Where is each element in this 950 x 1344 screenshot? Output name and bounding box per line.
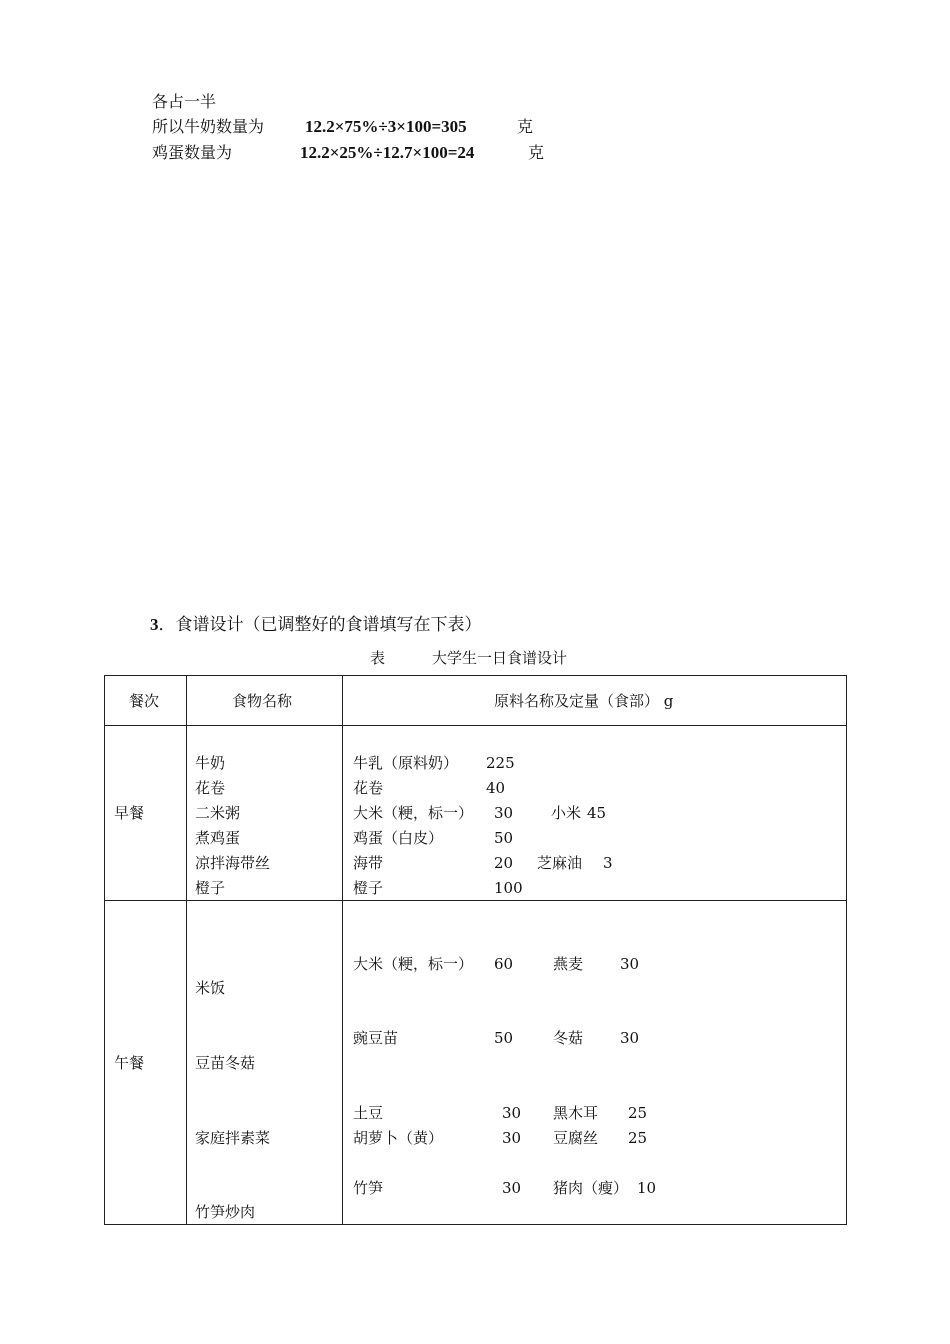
ingredient-qty-2: 3: [603, 854, 613, 872]
ingredient-name: 竹笋: [353, 1179, 384, 1197]
ingredient-qty-2: 10: [637, 1179, 657, 1197]
section-title: ．食谱设计（已调整好的食谱填写在下表）: [158, 615, 482, 635]
ingredient-qty: 30: [502, 1104, 522, 1122]
calc-label-milk: 所以牛奶数量为: [152, 117, 265, 136]
ingredient-qty-2: 45: [587, 804, 607, 822]
calc-line-1: 各占一半: [152, 92, 217, 111]
food-item: 牛奶: [195, 754, 226, 772]
food-item: 凉拌海带丝: [195, 854, 271, 872]
calc-formula-milk: 12.2×75%÷3×100=305: [305, 117, 467, 136]
ingredient-qty: 60: [494, 955, 514, 973]
food-item: 二米粥: [195, 804, 241, 822]
ingredient-qty: 20: [494, 854, 514, 872]
table-border-top: [104, 675, 847, 676]
ingredient-qty-2: 25: [628, 1129, 648, 1147]
ingredient-qty-2: 30: [620, 1029, 640, 1047]
table-border-left: [104, 675, 105, 1225]
ingredient-name-2: 豆腐丝: [553, 1129, 599, 1147]
ingredient-name: 胡萝卜（黄）: [353, 1129, 444, 1147]
ingredient-qty: 50: [494, 1029, 514, 1047]
calc-unit-milk: 克: [517, 117, 534, 136]
calc-label-egg: 鸡蛋数量为: [152, 143, 233, 162]
table-border-bottom: [104, 1224, 847, 1225]
calc-unit-egg: 克: [528, 143, 545, 162]
food-item: 竹笋炒肉: [195, 1203, 256, 1221]
ingredient-qty-2: 30: [620, 955, 640, 973]
table-caption-prefix: 表: [370, 649, 386, 667]
table-header-divider: [104, 725, 847, 726]
header-ingredients: 原料名称及定量（食部） g: [494, 692, 674, 710]
ingredient-qty: 40: [486, 779, 506, 797]
ingredient-name: 鸡蛋（白皮）: [353, 829, 444, 847]
ingredient-name: 大米（粳，标一）: [353, 804, 474, 822]
header-meal: 餐次: [129, 692, 160, 710]
ingredient-qty: 225: [486, 754, 515, 772]
ingredient-name: 牛乳（原料奶）: [353, 754, 459, 772]
food-item: 花卷: [195, 779, 226, 797]
ingredient-qty: 50: [494, 829, 514, 847]
meal-breakfast: 早餐: [114, 804, 145, 822]
ingredient-name-2: 燕麦: [553, 955, 584, 973]
table-caption-title: 大学生一日食谱设计: [432, 649, 568, 667]
header-food: 食物名称: [232, 692, 293, 710]
ingredient-name: 花卷: [353, 779, 384, 797]
ingredient-name: 土豆: [353, 1104, 384, 1122]
ingredient-name: 海带: [353, 854, 384, 872]
table-border-right: [846, 675, 847, 1225]
ingredient-qty: 30: [502, 1129, 522, 1147]
ingredient-qty: 30: [494, 804, 514, 822]
table-col-divider-1: [186, 675, 187, 1225]
calc-formula-egg: 12.2×25%÷12.7×100=24: [300, 143, 475, 162]
ingredient-qty-2: 25: [628, 1104, 648, 1122]
table-col-divider-2: [342, 675, 343, 1225]
food-item: 煮鸡蛋: [195, 829, 241, 847]
ingredient-qty: 100: [494, 879, 523, 897]
section-number: 3: [150, 615, 159, 634]
food-item: 米饭: [195, 979, 226, 997]
food-item: 豆苗冬菇: [195, 1054, 256, 1072]
ingredient-qty: 30: [502, 1179, 522, 1197]
ingredient-name-2: 芝麻油: [537, 854, 583, 872]
food-item: 橙子: [195, 879, 226, 897]
ingredient-name-2: 冬菇: [553, 1029, 584, 1047]
meal-lunch: 午餐: [114, 1054, 145, 1072]
table-row-divider: [104, 900, 847, 901]
food-item: 家庭拌素菜: [195, 1129, 271, 1147]
ingredient-name-2: 小米: [551, 804, 582, 822]
ingredient-name-2: 黑木耳: [553, 1104, 599, 1122]
ingredient-name-2: 猪肉（瘦）: [553, 1179, 629, 1197]
ingredient-name: 大米（粳，标一）: [353, 955, 474, 973]
section-heading: [150, 615, 482, 635]
ingredient-name: 橙子: [353, 879, 384, 897]
ingredient-name: 豌豆苗: [353, 1029, 399, 1047]
